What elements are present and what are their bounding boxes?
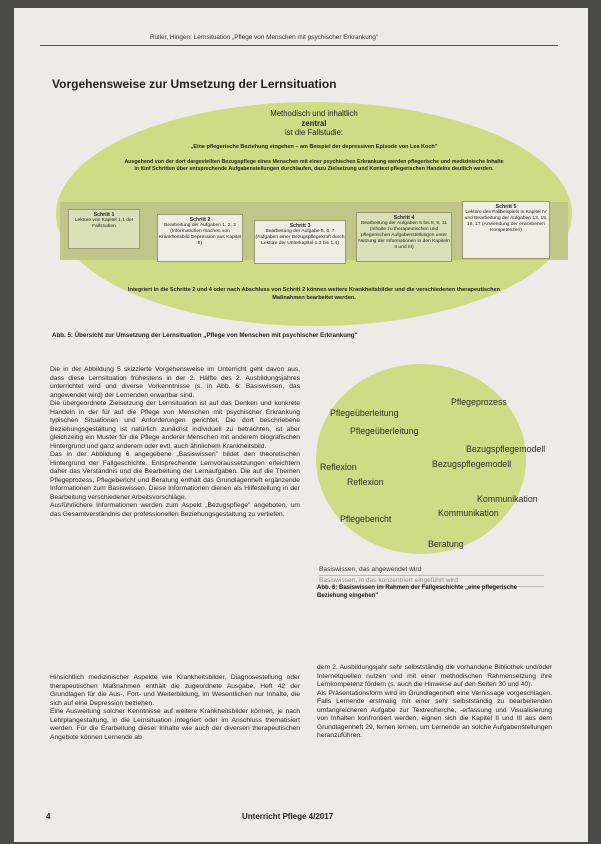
top-line-2: zentral xyxy=(301,118,327,128)
top-line-1: Methodisch und inhaltlich xyxy=(270,109,358,118)
venn-word: Kommunikation xyxy=(477,494,538,504)
header-rule xyxy=(40,45,558,46)
running-header: Rüller, Hingen: Lernsituation „Pflege von Menschen mit psychischer Erkrankung" xyxy=(150,34,379,41)
diagram-top-text xyxy=(194,109,434,138)
venn-word: Reflexion xyxy=(347,477,384,487)
figure-6-caption: Abb. 6: Basiswissen im Rahmen der Fallgeschichte „eine pflegerische Beziehung eingehen" xyxy=(317,585,518,599)
journal-title: Unterricht Pflege 4/2017 xyxy=(242,812,334,821)
venn-word: Kommunikation xyxy=(438,508,499,518)
paragraph: Eine Ausweitung solcher Kenntnisse auf weitere Krankheitsbilder können, je nach Lehrplangestaltung, in die Lernsituation integriert oder im Anschluss thematisiert werden. Für die Erarbeitung dieser Inhalte wie auch der diversen therapeutischen Angebote können Lernende ab xyxy=(50,708,300,741)
venn-word: Beratung xyxy=(428,539,464,549)
diagram-bottom-text: Integriert in die Schritte 2 und 4 oder nach Abschluss von Schritt 2 können weitere Krankheitsbilder und die verschiedenen therapeutischen Maßnahmen bearbeitet werden. xyxy=(127,287,501,301)
step-3-title: Schritt 3 xyxy=(289,223,311,229)
paragraph: Als Präsentationsform wird im Grundlagenheft eine Vernissage vorgeschlagen. Falls Lernende erstmalig mit einer sehr selbstständig zu bearbeitenden umfangreicheren Aufgabe zur Textrecherche, -erfassung und Visualisierung von Inhalten konfrontiert werden, eignen sich die Kapitel II und III aus dem Grundlagenheft 29, lernen lernen, um Lernende an solche Aufgabenstellungen heranzuführen. xyxy=(317,689,552,739)
step-2-text: Bearbeitung der Aufgaben 1, 2, 3 (Informationen machen von Krankheitsbild Depression aus Kapitel II) xyxy=(158,223,242,247)
step-3 xyxy=(254,220,346,264)
figure-5-caption: Abb. 5: Übersicht zur Umsetzung der Lernsituation „Pflege von Menschen mit psychischer Erkrankung" xyxy=(52,332,358,339)
step-2 xyxy=(157,214,243,262)
document-page xyxy=(14,8,588,842)
paragraph: Die in der Abbildung 5 skizzierte Vorgehensweise im Unterricht geht davon aus, dass diese Lernsituation frühestens in der 2. Hälfte des 2. Ausbildungsjahres unterrichtet wird und diverse Vorkenntnisse (s. in Abb. 6: Basiswissen, das angewendet wird) der Lernenden erwartbar sind. xyxy=(50,366,300,399)
right-column xyxy=(317,664,552,741)
venn-word: Pflegeüberleitung xyxy=(350,426,419,436)
paragraph: Hinsichtlich medizinischer Aspekte wie Krankheitsbilder, Diagnosestellung oder therapeutischen Maßnahmen enthält die zugeordnete Ausgabe, Heft 42 der Grundlagen für die Aus-, Fort- und Weiterbildung, im Wesentlichen nur Inhalte, die sich auf eine Depression beziehen. xyxy=(50,674,300,707)
legend-line-introduced: Basiswissen, in das konzentriert eingeführt wird xyxy=(319,576,544,587)
venn-word: Bezugspflegemodell xyxy=(432,459,512,469)
paragraph: Das in der Abbildung 6 angegebene „Basiswissen" bildet den theoretischen Hintergrund der Fallgeschichte. Entsprechende Lernvoraussetzungen erleichtern daher das Verständnis und die Bearbeitung der Lernaufgaben. Die auf die Themen Pflegeprozess, Pflegebericht und Beratung enthält das Grundlagenheft ergänzende Informationen zum Basiswissen. Diese Informationen dienen als Hilfestellung in der Bearbeitung verschiedener Arbeitsvorschläge. xyxy=(50,451,300,501)
step-4 xyxy=(356,212,452,262)
venn-word: Pflegeprozess xyxy=(451,397,507,407)
paragraph: Ausführlichere Informationen werden zum Aspekt „Bezugspflege" angeboten, um das Gesamtverständnis der professionellen Beziehungsgestaltung zu vertiefen. xyxy=(50,502,300,518)
step-4-title: Schritt 4 xyxy=(393,215,415,221)
venn-word: Reflexion xyxy=(320,462,357,472)
step-5-title: Schritt 5 xyxy=(495,204,517,210)
legend-line-applied: Basiswissen, das angewendet wird xyxy=(319,565,544,576)
left-column-upper xyxy=(50,366,300,519)
section-title: Vorgehensweise zur Umsetzung der Lernsituation xyxy=(52,77,337,91)
venn-word: Pflegebericht xyxy=(340,514,392,524)
step-1-text: Lektüre von Kapitel 1.1 der Fallstudien xyxy=(74,218,134,230)
step-2-title: Schritt 2 xyxy=(189,217,211,223)
step-1 xyxy=(68,209,140,249)
diagram-description: Ausgehend von der dort dargestellten Bezugspflege eines Menschen mit einer psychischen Erkrankung werden pflegerische und medizinische Inhalte in fünf Schritten über entsprechende Aufgabenstellungen durchlaufen, dazu Zielsetzung und Kontext pflegerischen Handelns deutlich werden. xyxy=(124,159,504,173)
step-3-text: Bearbeitung der Aufgabe 5, 6, 7 (Aufgaben einer Bezugspflegekraft durch Lektüre der Unterkapitel 1.3 bis 1.4) xyxy=(255,229,345,247)
venn-word: Pflegeüberleitung xyxy=(330,408,399,418)
left-column-lower xyxy=(50,674,300,742)
page-number: 4 xyxy=(46,812,51,821)
top-line-3: ist die Fallstudie: xyxy=(284,128,344,138)
venn-word: Bezugspflegemodell xyxy=(466,444,546,454)
case-quote: „Eine pflegerische Beziehung eingehen – am Beispiel der depressiven Episode von Lea Koch" xyxy=(190,144,438,150)
step-1-title: Schritt 1 xyxy=(93,212,115,218)
step-5-text: Lektüre des Fallbeispiels in Kapitel IV und Bearbeitung der Aufgaben 13, 15, 16, 17 (Anwendung der erworbenen Kompetenzen) xyxy=(464,210,548,234)
paragraph: Die übergeordnete Zielsetzung der Lernsituation ist auf das Denken und konkrete Handeln in der für auf die Pflege von Menschen mit psychischer Erkrankung typischen Situationen und Anforderungen gerichtet. Die dort beschriebene Beziehungsgestaltung ist natürlich zunächst individuell zu betrachten, ist aber gleichzeitig ein Muster für die Pflege anderer Menschen mit anderem biografischen Hintergrund und ganz anderem oder evtl. auch ähnlichem Krankheitsbild. xyxy=(50,400,300,450)
step-5 xyxy=(462,201,550,259)
step-4-text: Bearbeitung der Aufgaben 5 bis 8, 9, 11 (Inhalte zu therapeutischen und pflegerischen Aufgabenstellungen unter Nutzung der Informationen in den Kapiteln II und III) xyxy=(358,221,450,251)
paragraph: dem 2. Ausbildungsjahr sehr selbstständig die vorhandene Bibliothek und/oder Internetquellen nutzen und mit einer methodischen Rahmensetzung ihre Lernkompetenz fördern (s. auch die Hinweise auf den Seiten 30 und 40). xyxy=(317,664,552,688)
